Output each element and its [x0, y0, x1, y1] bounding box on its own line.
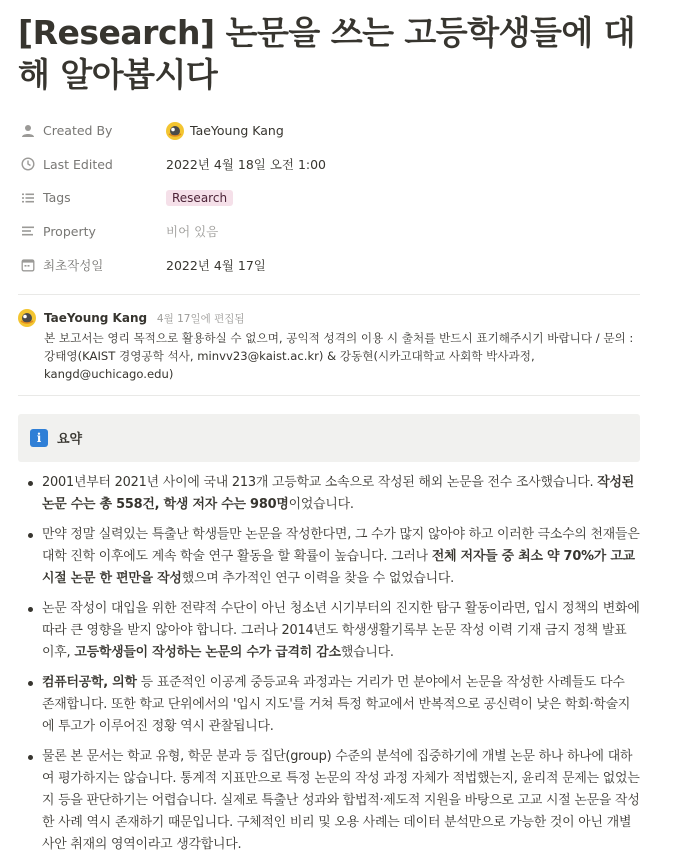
properties-panel	[18, 114, 640, 282]
first-written-value: 2022년 4월 17일	[166, 257, 266, 273]
property-property[interactable]	[18, 215, 640, 249]
bullet-bold-text: 컴퓨터공학, 의학	[42, 674, 137, 690]
info-icon: i	[30, 429, 48, 447]
bullet-bold-text: 작성된 논문 수는 총 558건, 학생 저자 수는 980명	[42, 474, 635, 512]
clock-icon	[20, 156, 36, 172]
property-last-edited[interactable]	[18, 148, 640, 182]
avatar	[166, 122, 184, 140]
comment-time: 4월 17일에 편집됨	[156, 312, 245, 325]
property-label: Created By	[43, 123, 113, 139]
bullet-text: 만약 정말 실력있는 특출난 학생들만 논문을 작성한다면, 그 수가 많지 않아야 하고 이러한 극소수의 천재들은 대학 진학 이후에도 계속 학술 연구 활동을 할 확률이 높습니다. 그러나	[42, 526, 640, 564]
comment[interactable]	[18, 309, 640, 383]
bullet-text: 했습니다.	[340, 644, 394, 660]
property-empty-value[interactable]: 비어 있음	[166, 224, 219, 240]
comment-text: 본 보고서는 영리 목적으로 활용하실 수 없으며, 공익적 성격의 이용 시 출처를 반드시 표기해주시기 바랍니다 / 문의 : 강태영(KAIST 경영공학 석사, minvv23@kaist.ac.kr) & 강동현(시카고대학교 사회학 박사과정, kangd@uchicago.edu)	[44, 330, 634, 381]
bullet-bold-text: 전체 저자들 중 최소 약 70%가 고교 시절 논문 한 편만을 작성	[42, 548, 635, 586]
property-created-by[interactable]	[18, 114, 640, 148]
tag-research[interactable]: Research	[166, 190, 233, 206]
text-lines-icon	[20, 223, 36, 239]
bullet-text: 등 표준적인 이공계 중등교육 과정과는 거리가 먼 분야에서 논문을 작성한 사례들도 다수 존재합니다. 또한 학교 단위에서의 '입시 지도'를 거쳐 특정 학교에서 반복적으로 공신력이 낮은 학회·학술지에 투고가 이루어진 정황 역시 관찰됩니다.	[42, 674, 631, 734]
bullet-item[interactable]	[18, 598, 640, 664]
list-icon	[20, 190, 36, 206]
bullet-item[interactable]	[18, 746, 640, 856]
bullet-item[interactable]	[18, 524, 640, 590]
callout-title: 요약	[57, 432, 83, 447]
comment-author: TaeYoung Kang	[44, 310, 148, 325]
page-title[interactable]: [Research] 논문을 쓰는 고등학생들에 대해 알아봅시다	[18, 13, 636, 94]
bullet-item[interactable]	[18, 672, 640, 738]
property-label: 최초작성일	[43, 257, 104, 273]
bullet-text: 물론 본 문서는 학교 유형, 학문 분과 등 집단(group) 수준의 분석에 집중하기에 개별 논문 하나 하나에 대하여 평가하지는 않습니다. 통계적 지표만으로 특정 논문의 작성 과정 자체가 적법했는지, 윤리적 문제는 없었는지 등을 판단하기는 어렵습니다. 실제로 특출난 성과와 합법적·제도적 지원을 바탕으로 고교 시절 논문을 작성한 사례 역시 존재하기 때문입니다. 구체적인 비리 및 오용 사례는 데이터 분석만으로 가능한 것이 아닌 개별 사안 취재의 영역이라고 생각합니다.	[42, 748, 640, 852]
bullet-bold-text: 고등학생들이 작성하는 논문의 수가 급격히 감소	[74, 644, 341, 660]
bullet-text: 논문 작성이 대입을 위한 전략적 수단이 아닌 청소년 시기부터의 진지한 탐구 활동이라면, 입시 정책의 변화에 따라 큰 영향을 받지 않아야 합니다. 그러나 2014년도 학생생활기록부 논문 작성 이력 기재 금지 정책 발표 이후,	[42, 600, 640, 660]
bullet-text: 이었습니다.	[288, 496, 354, 512]
bullet-item[interactable]	[18, 472, 640, 516]
created-by-value[interactable]: TaeYoung Kang	[190, 123, 284, 139]
avatar	[18, 309, 38, 383]
bullet-text: 했으며 추가적인 연구 이력을 찾을 수 없었습니다.	[181, 570, 455, 586]
calendar-icon	[20, 257, 36, 273]
bullet-text: 2001년부터 2021년 사이에 국내 213개 고등학교 소속으로 작성된 해외 논문을 전수 조사했습니다.	[42, 474, 598, 490]
divider	[18, 395, 640, 396]
property-first-written[interactable]	[18, 248, 640, 282]
property-label: Last Edited	[43, 156, 113, 172]
summary-callout[interactable]	[18, 414, 640, 462]
summary-bullet-list	[18, 472, 640, 856]
person-icon	[20, 123, 36, 139]
property-label: Property	[43, 223, 96, 239]
last-edited-value: 2022년 4월 18일 오전 1:00	[166, 157, 327, 173]
property-label: Tags	[43, 190, 71, 206]
divider	[18, 294, 640, 295]
property-tags[interactable]	[18, 181, 640, 215]
